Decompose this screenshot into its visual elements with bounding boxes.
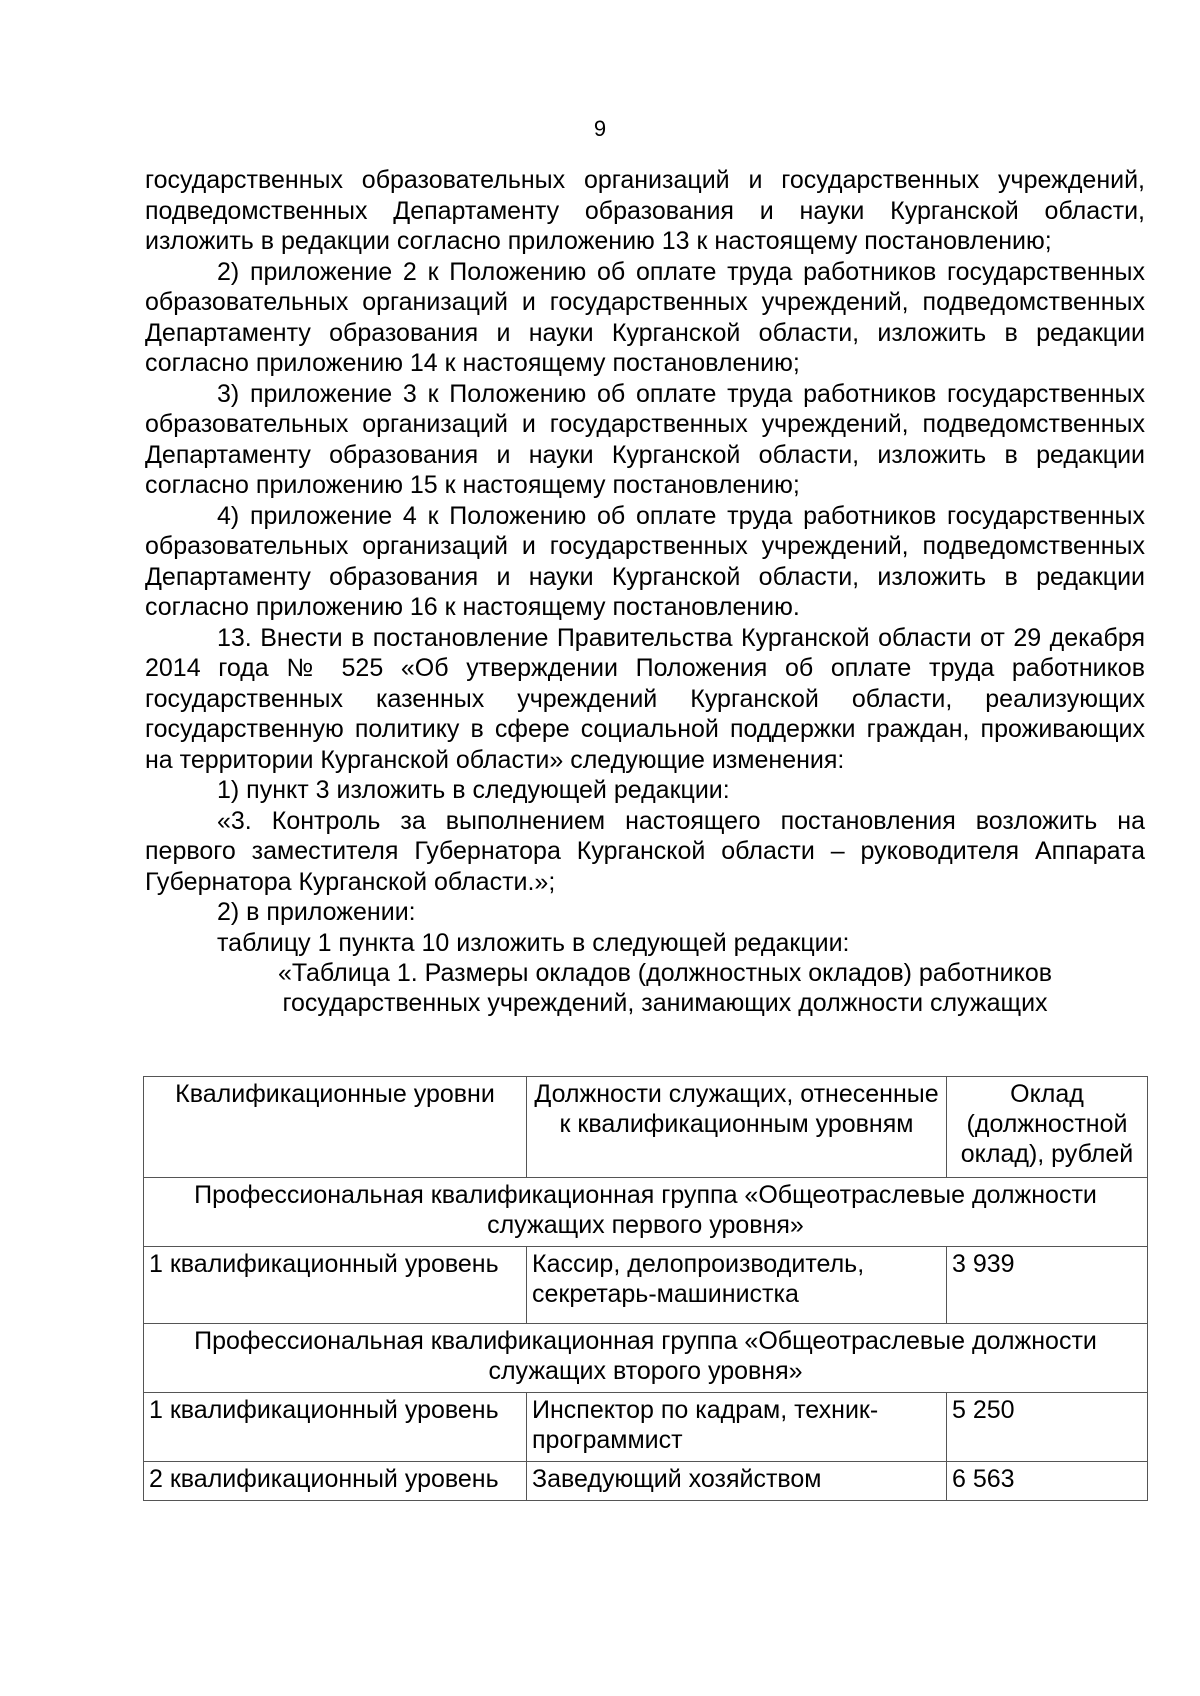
level-cell: 1 квалификационный уровень — [144, 1393, 527, 1462]
salary-cell: 6 563 — [947, 1462, 1148, 1501]
table-group-row — [144, 1324, 1148, 1393]
header-cell: Оклад (должностной оклад), рублей — [947, 1077, 1148, 1178]
positions-cell: Инспектор по кадрам, техник-программист — [527, 1393, 947, 1462]
paragraph: 2) приложение 2 к Положению об оплате труда работников государственных образовательных организаций и государственных учреждений, подведомственных Департаменту образования и науки Курганской области, изложить в редакции согласно приложению 14 к настоящему постановлению; — [145, 257, 1145, 377]
table-row — [144, 1247, 1148, 1324]
paragraph: 3) приложение 3 к Положению об оплате труда работников государственных образовательных организаций и государственных учреждений, подведомственных Департаменту образования и науки Курганской области, изложить в редакции согласно приложению 15 к настоящему постановлению; — [145, 379, 1145, 499]
document-body — [145, 165, 1145, 1018]
table-header-row — [144, 1077, 1148, 1178]
level-cell: 1 квалификационный уровень — [144, 1247, 527, 1324]
salary-cell: 5 250 — [947, 1393, 1148, 1462]
paragraph: 13. Внести в постановление Правительства Курганской области от 29 декабря 2014 года № 525 «Об утверждении Положения об оплате труда работников государственных казенных учреждений Курганской области, реализующих государственную политику в сфере социальной поддержки граждан, проживающих на территории Курганской области» следующие изменения: — [145, 623, 1145, 774]
table-group-row — [144, 1178, 1148, 1247]
paragraph: 2) в приложении: — [217, 898, 416, 926]
level-cell: 2 квалификационный уровень — [144, 1462, 527, 1501]
header-cell: Квалификационные уровни — [144, 1077, 527, 1178]
positions-cell: Заведующий хозяйством — [527, 1462, 947, 1501]
table-caption-line: государственных учреждений, занимающих должности служащих — [282, 989, 1048, 1017]
table-row — [144, 1393, 1148, 1462]
paragraph: 1) пункт 3 изложить в следующей редакции: — [217, 776, 730, 804]
paragraph: 4) приложение 4 к Положению об оплате труда работников государственных образовательных организаций и государственных учреждений, подведомственных Департаменту образования и науки Курганской области, изложить в редакции согласно приложению 16 к настоящему постановлению. — [145, 501, 1145, 621]
header-cell: Должности служащих, отнесенные к квалификационным уровням — [527, 1077, 947, 1178]
page-number: 9 — [593, 116, 607, 141]
paragraph: таблицу 1 пункта 10 изложить в следующей редакции: — [217, 928, 850, 957]
positions-cell: Кассир, делопроизводитель, секретарь-машинистка — [527, 1247, 947, 1324]
paragraph: «3. Контроль за выполнением настоящего постановления возложить на первого заместителя Губернатора Курганской области – руководителя Аппарата Губернатора Курганской области.»; — [145, 806, 1145, 896]
salary-cell: 3 939 — [947, 1247, 1148, 1324]
group-title: Профессиональная квалификационная группа «Общеотраслевые должности служащих второго уровня» — [144, 1324, 1148, 1393]
paragraph: государственных образовательных организаций и государственных учреждений, подведомственных Департаменту образования и науки Курганской области, изложить в редакции согласно приложению 13 к настоящему постановлению; — [145, 166, 1145, 255]
group-title: Профессиональная квалификационная группа «Общеотраслевые должности служащих первого уровня» — [144, 1178, 1148, 1247]
table-row — [144, 1462, 1148, 1501]
table-caption-line: «Таблица 1. Размеры окладов (должностных окладов) работников — [277, 959, 1053, 987]
salary-table — [143, 1076, 1148, 1501]
